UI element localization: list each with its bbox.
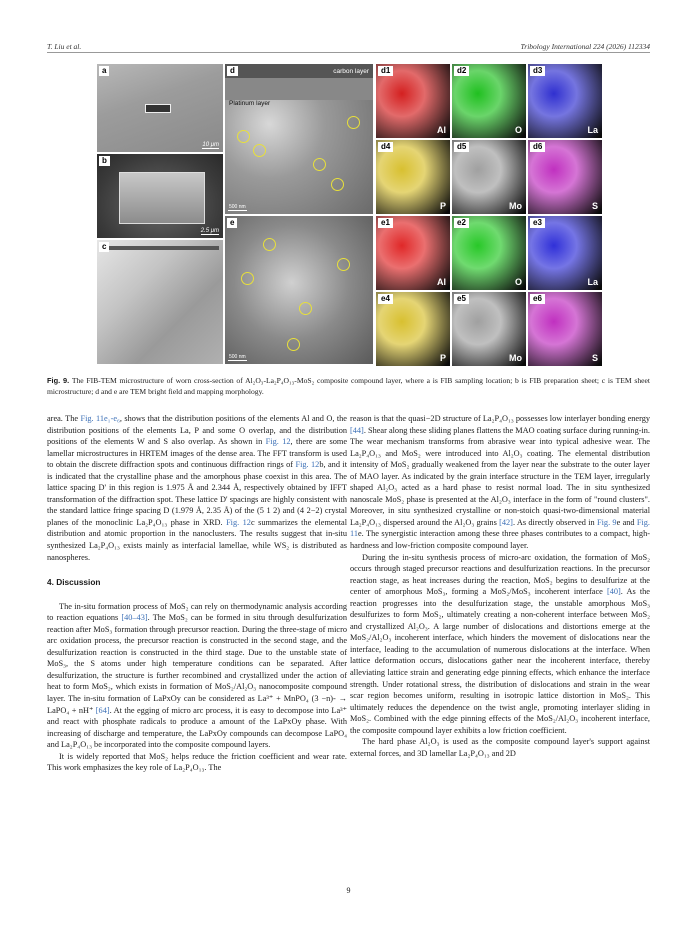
left-column	[47, 413, 347, 774]
eds-map-label: d4	[378, 142, 393, 152]
panel-b-scalebar: 2.5 μm	[200, 228, 219, 234]
paragraph: It is widely reported that MoS₂ helps reduce the friction coefficient and wear rate. This work emphasizes the key role of La₂P₄O₁₃. The	[47, 751, 347, 773]
mos2-cluster-circle	[347, 116, 360, 129]
fib-lamella	[119, 172, 205, 224]
paragraph: The hard phase Al₂O₃ is used as the composite compound layer's support against external forces, and 3D lamellar La₂P₄O₁₃ and 2D	[350, 737, 650, 758]
panel-d-label: d	[227, 66, 238, 76]
eds-element-label: Al	[437, 277, 446, 287]
ref-link[interactable]: [44]	[350, 425, 364, 435]
paragraph: reason is that the quasi−2D structure of La₂P₄O₁₃ possesses low interlayer bonding energy [44]. Shear along these sliding planes flattens the MAO coating surface during running-in. The wear mechanism transforms from abrasive wear into typical adhesive wear. The La₂P₄O₁₃ and MoS₂ were introduced into Al₂O₃ coating. The elemental distribution intensity of MoS₂ gradually weakened from the layer near the substrate to the outer layer of MAO layer. As indicated by the grain interface structure in the TEM layer, irregularly shaped Al₂O₃ acted as a hard phase to resist normal load. The in situ synthesized nanoscale MoS₂ phase is presented at the Al₂O₃ interface in the form of "round clusters". Moreover, in situ synthesized crystalline or non-stoich quasi-two-dimensional material La₂P₄O₁₃ dispersed around the Al₂O₃ grains [42]. As directly observed in Fig. 9e and Fig. 11e. The synergistic interaction among these three phases contributes to a compact, high-hardness and low-friction composite compound layer.	[350, 414, 651, 551]
ref-link[interactable]: [40–43]	[121, 613, 148, 623]
eds-map-e4	[376, 292, 450, 366]
mos2-cluster-circle	[313, 158, 326, 171]
eds-map-label: e1	[378, 218, 393, 228]
panel-e-tem-bright-field	[225, 216, 373, 364]
ref-link[interactable]: Fig. 9	[597, 517, 617, 527]
paragraph: The in-situ formation process of MoS₂ can rely on thermodynamic analysis according to reaction equations [40–43]. The MoS₂ can be formed in situ through desulfurization reaction after MoS₃ formation through precursor reaction. During the three-stage of micro arc oxidation process, the precursor reaction is constructed in the second stage, and the desulfurization reaction is constructed in the third stage. Due to the unstable state of MoS₃, the S atoms under high temperature conditions can be separated. After desulfurization, the structure is further recombined and crystallized under the action of heat to form MoS₂, which exists in formation of MoS₂/Al₂O₃ nanocomposite compound layer. The in-situ formation of LaPxOy can be considered as La³⁺ + MnPO₄ (3 −n)- → LaPO₄ + nH⁺ [64]. At the egging of micro arc process, it is easy to decompose into La³⁺ and react with phosphate radicals to produce a amount of the LaPxOy phase. With increasing of discharge and temperature, the LaPxOy compounds can decompose LaPO₄ and La₂P₄O₁₃ be incorporated into the composite compound layers.	[47, 601, 347, 750]
mos2-cluster-circle	[299, 302, 312, 315]
eds-map-d2	[452, 64, 526, 138]
eds-map-label: e4	[378, 294, 393, 304]
mos2-cluster-circle	[253, 144, 266, 157]
eds-element-label: Mo	[509, 201, 522, 211]
eds-map-label: d5	[454, 142, 469, 152]
eds-map-d4	[376, 140, 450, 214]
platinum-layer-band	[225, 78, 373, 100]
eds-map-label: e6	[530, 294, 545, 304]
page-number: 9	[346, 886, 351, 895]
platinum-layer-label: Platinum layer	[229, 100, 271, 107]
panel-a-sem	[97, 64, 223, 152]
eds-map-d6	[528, 140, 602, 214]
panel-d-scalebar: 500 nm	[229, 204, 246, 210]
eds-map-d1	[376, 64, 450, 138]
panel-e-scalebar: 500 nm	[229, 354, 246, 360]
eds-map-e5	[452, 292, 526, 366]
running-header-authors: T. Liu et al.	[47, 42, 82, 51]
panel-a-label: a	[99, 66, 109, 76]
panel-d-tem-bright-field	[225, 64, 373, 214]
eds-map-e1	[376, 216, 450, 290]
eds-element-label: Al	[437, 125, 446, 135]
eds-element-label: P	[439, 353, 446, 363]
eds-map-label: e3	[530, 218, 545, 228]
carbon-layer-label: carbon layer	[333, 68, 369, 75]
eds-element-label: P	[439, 201, 446, 211]
mos2-cluster-circle	[337, 258, 350, 271]
paragraph: area. The Fig. 11e₁-e₆, shows that the distribution positions of the elements Al and O, the distribution positions of the elements La, P and some O overlap, and the distribution positions of the elements W and S also overlap. As shown in Fig. 12, there are some lamellar microstructures in HRTEM images of the dense area. The FFT transform is used to obtain the discrete diffraction spots and continuous diffraction rings of Fig. 12b, and it is indicated that the crystalline phase and the amorphous phase coexist in this area. The lattice spacing D' in this region is 1.975 Å and 2.344 Å, respectively obtained by IFFT transformation of the diffraction spot. These lattice D' spacings are highly consistent with the standard lattice fringe spacing D (1.979 Å, 2.35 Å) of the (5 1 2) and (4 2−2) crystal planes of the monoclinic La₂P₄O₁₃ phase in XRD. Fig. 12c summarizes the elemental distribution and atomic proportion in the nanoclusters. The results suggest that in-situ synthesized La₂P₄O₁₃ exists mainly as interfacial lamellae, while WS₂ is distributed as nanospheres.	[47, 414, 348, 562]
panel-a-scalebar: 10 μm	[202, 142, 219, 148]
coating-top-edge	[107, 246, 219, 250]
ref-link[interactable]: [40]	[606, 587, 621, 597]
eds-map-label: d1	[378, 66, 393, 76]
panel-b-label: b	[99, 156, 110, 166]
eds-map-e2	[452, 216, 526, 290]
figure-caption	[47, 375, 650, 397]
ref-link[interactable]: Fig. 12	[295, 460, 320, 470]
eds-map-e3	[528, 216, 602, 290]
ref-link[interactable]: Fig. 11e₁-e₆	[80, 414, 120, 423]
ref-link[interactable]: Fig. 11	[350, 517, 651, 539]
mos2-cluster-circle	[287, 338, 300, 351]
running-header-journal: Tribology International 224 (2026) 112334	[520, 42, 650, 51]
mos2-cluster-circle	[263, 238, 276, 251]
panel-c-label: c	[99, 242, 109, 252]
right-column	[350, 413, 650, 759]
eds-map-d3	[528, 64, 602, 138]
panel-b-fib-sheet	[97, 154, 223, 238]
ref-link[interactable]: [42]	[499, 517, 513, 527]
header-rule	[47, 52, 650, 53]
mos2-cluster-circle	[237, 130, 250, 143]
eds-element-label: O	[514, 277, 522, 287]
eds-map-label: d3	[530, 66, 545, 76]
section-heading: 4. Discussion	[47, 577, 101, 588]
eds-map-e6	[528, 292, 602, 366]
fib-site-marker	[145, 104, 171, 113]
eds-element-label: La	[587, 125, 598, 135]
panel-c-tem-sheet	[97, 240, 223, 364]
mos2-cluster-circle	[331, 178, 344, 191]
ref-link[interactable]: [64]	[95, 705, 110, 715]
mos2-cluster-circle	[241, 272, 254, 285]
eds-element-label: S	[591, 353, 598, 363]
eds-element-label: S	[591, 201, 598, 211]
eds-element-label: O	[514, 125, 522, 135]
figure-9	[97, 64, 603, 364]
eds-map-label: e2	[454, 218, 469, 228]
eds-map-label: e5	[454, 294, 469, 304]
eds-map-label: d2	[454, 66, 469, 76]
eds-map-d5	[452, 140, 526, 214]
paragraph: During the in-situ synthesis process of micro-arc oxidation, the formation of MoS₂ occurs through staged precursor reactions and desulfurization reactions. In the precursor reaction stage, as heat increases during the reaction, MoS₂ begins to desulfurize at the center of amorphous MoS₃, forming a MoS₂/MoS₃ incoherent interface [40]. As the reaction progresses into the desulfurization stage, the unstable amorphous MoS₃ desulfurizes to form MoS₂, ultimately creating a non-coherent interface between MoS₂ and crystallized Al₂O₃. A large number of dislocations and distortions emerge at the MoS₂/Al₂O₃ incoherent interface, which hinders the movement of dislocations near the interface, leading to the accumulation of numerous dislocations at the interface. When lattice deformation occurs, dislocations gather near the incoherent interface, thereby alleviating lattice strain and generating edge pinning effects, which enhance the interface strength. Under rotational stress, the distribution of dislocations and strain in the wear scar region becomes uniform, resulting in isotropic lattice distortion in MoS₂. This ultimately reduces the dependence on the twist angle, promoting interlayer sliding in MoS₂. Combined with the edge pinning effects of the MoS₂/Al₂O₃ incoherent interface, the composite compound layer exhibits a low friction coefficient.	[350, 552, 650, 735]
ref-link[interactable]: Fig. 12	[265, 437, 291, 447]
eds-element-label: La	[587, 277, 598, 287]
eds-element-label: Mo	[509, 353, 522, 363]
panel-e-label: e	[227, 218, 237, 228]
eds-map-label: d6	[530, 142, 545, 152]
caption-label: Fig. 9.	[47, 376, 70, 385]
ref-link[interactable]: Fig. 12	[226, 517, 251, 527]
caption-text: The FIB-TEM microstructure of worn cross-section of Al₂O₃-La₂P₄O₁₃-MoS₂ composite compound layer, where a is FIB sampling location; b is FIB preparation sheet; c is TEM sheet microstructure; d and e are TEM bright field and mapping morphology.	[47, 376, 651, 396]
